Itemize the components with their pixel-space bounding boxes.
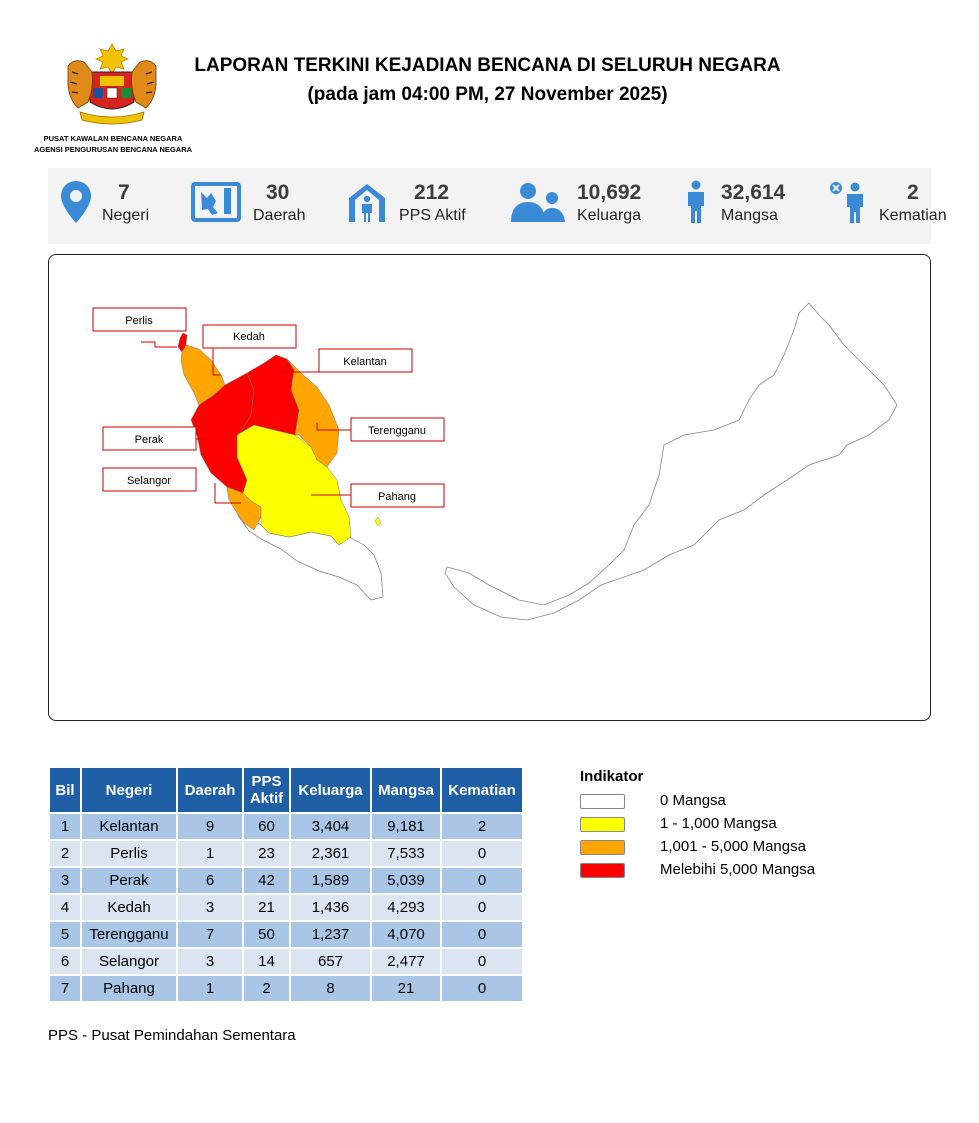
cell-mangsa: 4,293 xyxy=(372,895,440,920)
cell-negeri: Selangor xyxy=(82,949,176,974)
stat-daerah xyxy=(191,168,321,244)
stat-kematian xyxy=(829,168,947,244)
map-label-pahang-text: Pahang xyxy=(378,491,416,503)
cell-kematian: 0 xyxy=(442,949,522,974)
map-label-kelantan xyxy=(319,349,412,372)
table-row xyxy=(50,922,522,947)
cell-daerah: 1 xyxy=(178,976,242,1001)
cell-bil: 1 xyxy=(50,814,80,839)
cell-bil: 5 xyxy=(50,922,80,947)
stat-keluarga xyxy=(510,168,650,244)
stat-kematian-value: 2 xyxy=(907,181,919,204)
stat-pps-aktif xyxy=(346,168,496,244)
cell-kematian: 0 xyxy=(442,841,522,866)
cell-bil: 4 xyxy=(50,895,80,920)
stat-daerah-value: 30 xyxy=(266,181,290,204)
cell-negeri: Kelantan xyxy=(82,814,176,839)
cell-kematian: 2 xyxy=(442,814,522,839)
summary-stats-bar xyxy=(48,168,947,244)
col-negeri: Negeri xyxy=(82,768,176,812)
map-label-kedah xyxy=(203,325,296,348)
legend-item xyxy=(580,861,816,884)
cell-pps-aktif: 60 xyxy=(244,814,289,839)
map-label-kedah-text: Kedah xyxy=(233,331,265,343)
region-sabah-sarawak xyxy=(445,303,897,620)
legend-title: Indikator xyxy=(580,768,644,785)
map-label-kelantan-text: Kelantan xyxy=(343,356,387,368)
stat-pps-label: PPS Aktif xyxy=(399,207,466,224)
page-subtitle: (pada jam 04:00 PM, 27 November 2025) xyxy=(307,84,668,105)
cell-mangsa: 7,533 xyxy=(372,841,440,866)
stat-mangsa-value: 32,614 xyxy=(721,181,786,204)
table-footnote: PPS - Pusat Pemindahan Sementara xyxy=(48,1027,296,1044)
legend-item xyxy=(580,792,726,815)
table-row xyxy=(50,895,522,920)
agency-name xyxy=(20,133,206,155)
table-row xyxy=(50,868,522,893)
legend-item xyxy=(580,838,806,861)
cell-bil: 2 xyxy=(50,841,80,866)
map-legend xyxy=(580,768,816,884)
cell-pps-aktif: 21 xyxy=(244,895,289,920)
cell-negeri: Kedah xyxy=(82,895,176,920)
cell-daerah: 7 xyxy=(178,922,242,947)
legend-item xyxy=(580,815,777,838)
stat-negeri xyxy=(60,168,190,244)
map-label-perak xyxy=(103,427,196,450)
col-keluarga: Keluarga xyxy=(291,768,370,812)
cell-pps-aktif: 14 xyxy=(244,949,289,974)
stat-negeri-value: 7 xyxy=(118,181,130,204)
cell-kematian: 0 xyxy=(442,976,522,1001)
region-island-tioman xyxy=(375,517,381,526)
col-daerah: Daerah xyxy=(178,768,242,812)
cell-kematian: 0 xyxy=(442,868,522,893)
table-row xyxy=(50,814,522,839)
cell-bil: 6 xyxy=(50,949,80,974)
cell-bil: 3 xyxy=(50,868,80,893)
cell-daerah: 6 xyxy=(178,868,242,893)
cell-mangsa: 2,477 xyxy=(372,949,440,974)
cell-keluarga: 1,237 xyxy=(291,922,370,947)
map-label-perlis-text: Perlis xyxy=(125,315,153,327)
cell-pps-aktif: 42 xyxy=(244,868,289,893)
table-row xyxy=(50,841,522,866)
cell-mangsa: 9,181 xyxy=(372,814,440,839)
cell-pps-aktif: 2 xyxy=(244,976,289,1001)
district-map-icon xyxy=(191,182,241,222)
coat-of-arms-logo xyxy=(60,42,164,126)
legend-swatch xyxy=(580,863,625,878)
location-pin-icon xyxy=(60,180,92,224)
map-label-perlis xyxy=(93,308,186,331)
cell-kematian: 0 xyxy=(442,895,522,920)
cell-pps-aktif: 50 xyxy=(244,922,289,947)
stat-kematian-label: Kematian xyxy=(879,207,947,224)
family-icon xyxy=(510,182,566,224)
map-label-pahang xyxy=(351,484,444,507)
map-label-perak-text: Perak xyxy=(134,434,164,446)
leader-perlis xyxy=(141,342,177,347)
cell-keluarga: 2,361 xyxy=(291,841,370,866)
malaysia-map xyxy=(49,255,930,720)
cell-keluarga: 3,404 xyxy=(291,814,370,839)
legend-label: 1 - 1,000 Mangsa xyxy=(660,815,777,832)
cell-mangsa: 5,039 xyxy=(372,868,440,893)
cell-negeri: Perlis xyxy=(82,841,176,866)
map-label-selangor-text: Selangor xyxy=(126,475,172,487)
table-row xyxy=(50,976,522,1001)
map-label-terengganu-text: Terengganu xyxy=(367,425,427,437)
legend-label: 1,001 - 5,000 Mangsa xyxy=(660,838,806,855)
legend-swatch xyxy=(580,817,625,832)
cell-pps-aktif: 23 xyxy=(244,841,289,866)
legend-label: Melebihi 5,000 Mangsa xyxy=(660,861,816,878)
legend-swatch xyxy=(580,794,625,809)
col-bil: Bil xyxy=(50,768,80,812)
table-row xyxy=(50,949,522,974)
cell-negeri: Terengganu xyxy=(82,922,176,947)
stat-daerah-label: Daerah xyxy=(253,207,306,224)
cell-keluarga: 8 xyxy=(291,976,370,1001)
map-label-terengganu xyxy=(351,418,444,441)
cell-daerah: 9 xyxy=(178,814,242,839)
cell-negeri: Perak xyxy=(82,868,176,893)
cell-kematian: 0 xyxy=(442,922,522,947)
cell-bil: 7 xyxy=(50,976,80,1001)
stat-pps-value: 212 xyxy=(414,181,450,204)
cell-daerah: 3 xyxy=(178,895,242,920)
cell-mangsa: 4,070 xyxy=(372,922,440,947)
table-header-row xyxy=(50,768,522,812)
legend-swatch xyxy=(580,840,625,855)
cell-daerah: 3 xyxy=(178,949,242,974)
stat-keluarga-value: 10,692 xyxy=(577,181,642,204)
stat-keluarga-label: Keluarga xyxy=(577,207,642,224)
col-mangsa: Mangsa xyxy=(372,768,440,812)
shelter-icon xyxy=(346,180,388,224)
cell-keluarga: 1,436 xyxy=(291,895,370,920)
stat-negeri-label: Negeri xyxy=(102,207,150,224)
col-pps-aktif: PPS Aktif xyxy=(244,768,289,812)
cell-keluarga: 657 xyxy=(291,949,370,974)
stat-mangsa xyxy=(683,168,813,244)
map-label-selangor xyxy=(103,468,196,491)
cell-mangsa: 21 xyxy=(372,976,440,1001)
cell-negeri: Pahang xyxy=(82,976,176,1001)
state-summary-table xyxy=(48,766,524,1003)
cell-daerah: 1 xyxy=(178,841,242,866)
person-icon xyxy=(683,180,709,224)
agency-line-2: AGENSI PENGURUSAN BENCANA NEGARA xyxy=(33,145,193,154)
page-title: LAPORAN TERKINI KEJADIAN BENCANA DI SELURUH NEGARA xyxy=(194,55,781,76)
death-icon xyxy=(829,180,869,224)
legend-label: 0 Mangsa xyxy=(660,792,726,809)
cell-keluarga: 1,589 xyxy=(291,868,370,893)
stat-mangsa-label: Mangsa xyxy=(721,207,778,224)
col-kematian: Kematian xyxy=(442,768,522,812)
disaster-map xyxy=(48,254,931,721)
agency-line-1: PUSAT KAWALAN BENCANA NEGARA xyxy=(43,134,183,143)
